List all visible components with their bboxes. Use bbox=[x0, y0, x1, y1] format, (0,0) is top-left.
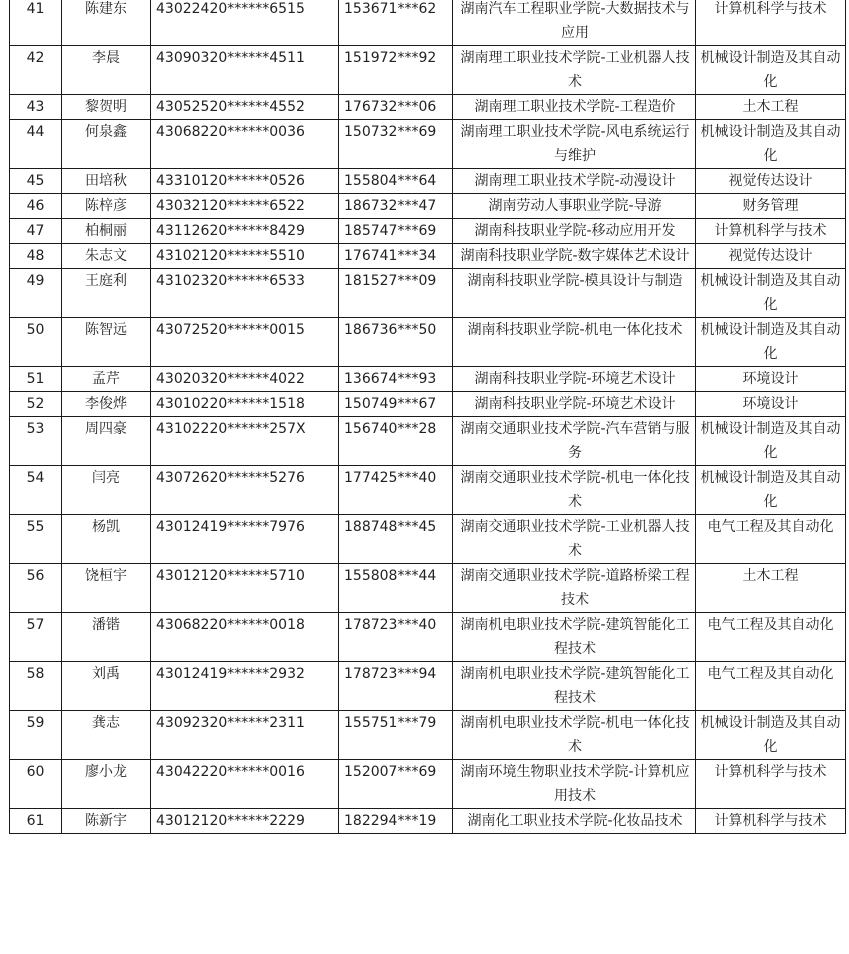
cell-no: 51 bbox=[10, 367, 62, 392]
cell-school-program: 湖南化工职业技术学院-化妆品技术 bbox=[453, 809, 696, 834]
cell-no: 57 bbox=[10, 613, 62, 662]
table-row bbox=[10, 269, 846, 318]
cell-name: 廖小龙 bbox=[62, 760, 151, 809]
cell-major: 机械设计制造及其自动化 bbox=[696, 120, 846, 169]
cell-phone: 153671***62 bbox=[339, 0, 453, 46]
cell-phone: 136674***93 bbox=[339, 367, 453, 392]
cell-school-program: 湖南环境生物职业技术学院-计算机应用技术 bbox=[453, 760, 696, 809]
cell-phone: 178723***40 bbox=[339, 613, 453, 662]
cell-no: 58 bbox=[10, 662, 62, 711]
cell-no: 60 bbox=[10, 760, 62, 809]
cell-phone: 176732***06 bbox=[339, 95, 453, 120]
table-row bbox=[10, 466, 846, 515]
cell-no: 61 bbox=[10, 809, 62, 834]
cell-id-card: 43102120******5510 bbox=[151, 244, 339, 269]
cell-name: 陈建东 bbox=[62, 0, 151, 46]
cell-no: 54 bbox=[10, 466, 62, 515]
table-row bbox=[10, 515, 846, 564]
cell-phone: 150732***69 bbox=[339, 120, 453, 169]
cell-school-program: 湖南交通职业技术学院-工业机器人技术 bbox=[453, 515, 696, 564]
cell-no: 46 bbox=[10, 194, 62, 219]
cell-school-program: 湖南科技职业学院-数字媒体艺术设计 bbox=[453, 244, 696, 269]
cell-major: 计算机科学与技术 bbox=[696, 219, 846, 244]
cell-phone: 177425***40 bbox=[339, 466, 453, 515]
cell-phone: 152007***69 bbox=[339, 760, 453, 809]
cell-no: 48 bbox=[10, 244, 62, 269]
cell-phone: 150749***67 bbox=[339, 392, 453, 417]
cell-school-program: 湖南科技职业学院-环境艺术设计 bbox=[453, 367, 696, 392]
cell-id-card: 43012120******5710 bbox=[151, 564, 339, 613]
cell-major: 土木工程 bbox=[696, 564, 846, 613]
cell-id-card: 43010220******1518 bbox=[151, 392, 339, 417]
cell-no: 43 bbox=[10, 95, 62, 120]
cell-school-program: 湖南机电职业技术学院-建筑智能化工程技术 bbox=[453, 662, 696, 711]
cell-id-card: 43020320******4022 bbox=[151, 367, 339, 392]
cell-id-card: 43022420******6515 bbox=[151, 0, 339, 46]
cell-phone: 155751***79 bbox=[339, 711, 453, 760]
cell-phone: 155808***44 bbox=[339, 564, 453, 613]
cell-no: 55 bbox=[10, 515, 62, 564]
cell-school-program: 湖南科技职业学院-模具设计与制造 bbox=[453, 269, 696, 318]
cell-major: 机械设计制造及其自动化 bbox=[696, 466, 846, 515]
cell-school-program: 湖南科技职业学院-机电一体化技术 bbox=[453, 318, 696, 367]
cell-phone: 188748***45 bbox=[339, 515, 453, 564]
table-row bbox=[10, 0, 846, 46]
cell-name: 龚志 bbox=[62, 711, 151, 760]
cell-school-program: 湖南理工职业技术学院-风电系统运行与维护 bbox=[453, 120, 696, 169]
cell-name: 朱志文 bbox=[62, 244, 151, 269]
cell-phone: 186732***47 bbox=[339, 194, 453, 219]
cell-id-card: 43012120******2229 bbox=[151, 809, 339, 834]
cell-major: 电气工程及其自动化 bbox=[696, 613, 846, 662]
cell-phone: 156740***28 bbox=[339, 417, 453, 466]
cell-school-program: 湖南科技职业学院-环境艺术设计 bbox=[453, 392, 696, 417]
table-row bbox=[10, 417, 846, 466]
cell-name: 饶桓宇 bbox=[62, 564, 151, 613]
cell-phone: 151972***92 bbox=[339, 46, 453, 95]
table-row bbox=[10, 46, 846, 95]
cell-school-program: 湖南交通职业技术学院-汽车营销与服务 bbox=[453, 417, 696, 466]
cell-school-program: 湖南劳动人事职业学院-导游 bbox=[453, 194, 696, 219]
table-row bbox=[10, 613, 846, 662]
cell-id-card: 43090320******4511 bbox=[151, 46, 339, 95]
cell-major: 视觉传达设计 bbox=[696, 244, 846, 269]
cell-name: 潘锴 bbox=[62, 613, 151, 662]
table-row bbox=[10, 564, 846, 613]
table-row bbox=[10, 662, 846, 711]
table-row bbox=[10, 711, 846, 760]
cell-major: 环境设计 bbox=[696, 392, 846, 417]
cell-phone: 155804***64 bbox=[339, 169, 453, 194]
cell-name: 李晨 bbox=[62, 46, 151, 95]
cell-id-card: 43072620******5276 bbox=[151, 466, 339, 515]
cell-id-card: 43112620******8429 bbox=[151, 219, 339, 244]
cell-id-card: 43310120******0526 bbox=[151, 169, 339, 194]
cell-no: 49 bbox=[10, 269, 62, 318]
cell-id-card: 43102320******6533 bbox=[151, 269, 339, 318]
cell-no: 59 bbox=[10, 711, 62, 760]
table-row bbox=[10, 120, 846, 169]
cell-major: 电气工程及其自动化 bbox=[696, 662, 846, 711]
cell-no: 50 bbox=[10, 318, 62, 367]
cell-school-program: 湖南理工职业技术学院-工业机器人技术 bbox=[453, 46, 696, 95]
cell-name: 田培秋 bbox=[62, 169, 151, 194]
cell-name: 陈智远 bbox=[62, 318, 151, 367]
cell-no: 41 bbox=[10, 0, 62, 46]
cell-id-card: 43072520******0015 bbox=[151, 318, 339, 367]
cell-no: 47 bbox=[10, 219, 62, 244]
table-row bbox=[10, 219, 846, 244]
cell-school-program: 湖南科技职业学院-移动应用开发 bbox=[453, 219, 696, 244]
cell-name: 陈梓彦 bbox=[62, 194, 151, 219]
cell-no: 45 bbox=[10, 169, 62, 194]
cell-id-card: 43068220******0018 bbox=[151, 613, 339, 662]
cell-name: 柏桐丽 bbox=[62, 219, 151, 244]
cell-major: 机械设计制造及其自动化 bbox=[696, 711, 846, 760]
table-row bbox=[10, 95, 846, 120]
cell-major: 计算机科学与技术 bbox=[696, 0, 846, 46]
cell-name: 陈新宇 bbox=[62, 809, 151, 834]
cell-id-card: 43012419******2932 bbox=[151, 662, 339, 711]
cell-no: 42 bbox=[10, 46, 62, 95]
cell-phone: 185747***69 bbox=[339, 219, 453, 244]
cell-major: 机械设计制造及其自动化 bbox=[696, 417, 846, 466]
student-roster-table bbox=[9, 0, 846, 834]
cell-school-program: 湖南机电职业技术学院-建筑智能化工程技术 bbox=[453, 613, 696, 662]
cell-name: 闫亮 bbox=[62, 466, 151, 515]
cell-school-program: 湖南汽车工程职业学院-大数据技术与应用 bbox=[453, 0, 696, 46]
cell-id-card: 43092320******2311 bbox=[151, 711, 339, 760]
cell-name: 孟芹 bbox=[62, 367, 151, 392]
cell-name: 杨凯 bbox=[62, 515, 151, 564]
cell-id-card: 43032120******6522 bbox=[151, 194, 339, 219]
table-row bbox=[10, 392, 846, 417]
table-row bbox=[10, 367, 846, 392]
cell-school-program: 湖南交通职业技术学院-机电一体化技术 bbox=[453, 466, 696, 515]
table-row bbox=[10, 809, 846, 834]
cell-phone: 182294***19 bbox=[339, 809, 453, 834]
cell-name: 刘禹 bbox=[62, 662, 151, 711]
cell-major: 机械设计制造及其自动化 bbox=[696, 318, 846, 367]
table-row bbox=[10, 194, 846, 219]
cell-id-card: 43052520******4552 bbox=[151, 95, 339, 120]
cell-name: 李俊烨 bbox=[62, 392, 151, 417]
cell-major: 机械设计制造及其自动化 bbox=[696, 269, 846, 318]
roster-body bbox=[10, 0, 846, 834]
cell-phone: 178723***94 bbox=[339, 662, 453, 711]
table-row bbox=[10, 318, 846, 367]
cell-school-program: 湖南交通职业技术学院-道路桥梁工程技术 bbox=[453, 564, 696, 613]
cell-id-card: 43012419******7976 bbox=[151, 515, 339, 564]
cell-no: 44 bbox=[10, 120, 62, 169]
cell-no: 53 bbox=[10, 417, 62, 466]
cell-school-program: 湖南机电职业技术学院-机电一体化技术 bbox=[453, 711, 696, 760]
cell-school-program: 湖南理工职业技术学院-动漫设计 bbox=[453, 169, 696, 194]
cell-major: 计算机科学与技术 bbox=[696, 760, 846, 809]
cell-name: 周四豪 bbox=[62, 417, 151, 466]
cell-no: 52 bbox=[10, 392, 62, 417]
cell-name: 王庭利 bbox=[62, 269, 151, 318]
cell-phone: 186736***50 bbox=[339, 318, 453, 367]
cell-major: 环境设计 bbox=[696, 367, 846, 392]
cell-major: 土木工程 bbox=[696, 95, 846, 120]
cell-major: 财务管理 bbox=[696, 194, 846, 219]
cell-major: 机械设计制造及其自动化 bbox=[696, 46, 846, 95]
cell-major: 视觉传达设计 bbox=[696, 169, 846, 194]
cell-id-card: 43068220******0036 bbox=[151, 120, 339, 169]
cell-id-card: 43042220******0016 bbox=[151, 760, 339, 809]
table-row bbox=[10, 244, 846, 269]
cell-no: 56 bbox=[10, 564, 62, 613]
cell-phone: 176741***34 bbox=[339, 244, 453, 269]
table-row bbox=[10, 760, 846, 809]
cell-name: 何泉鑫 bbox=[62, 120, 151, 169]
table-row bbox=[10, 169, 846, 194]
cell-name: 黎贺明 bbox=[62, 95, 151, 120]
cell-id-card: 43102220******257X bbox=[151, 417, 339, 466]
cell-school-program: 湖南理工职业技术学院-工程造价 bbox=[453, 95, 696, 120]
cell-major: 电气工程及其自动化 bbox=[696, 515, 846, 564]
cell-major: 计算机科学与技术 bbox=[696, 809, 846, 834]
cell-phone: 181527***09 bbox=[339, 269, 453, 318]
